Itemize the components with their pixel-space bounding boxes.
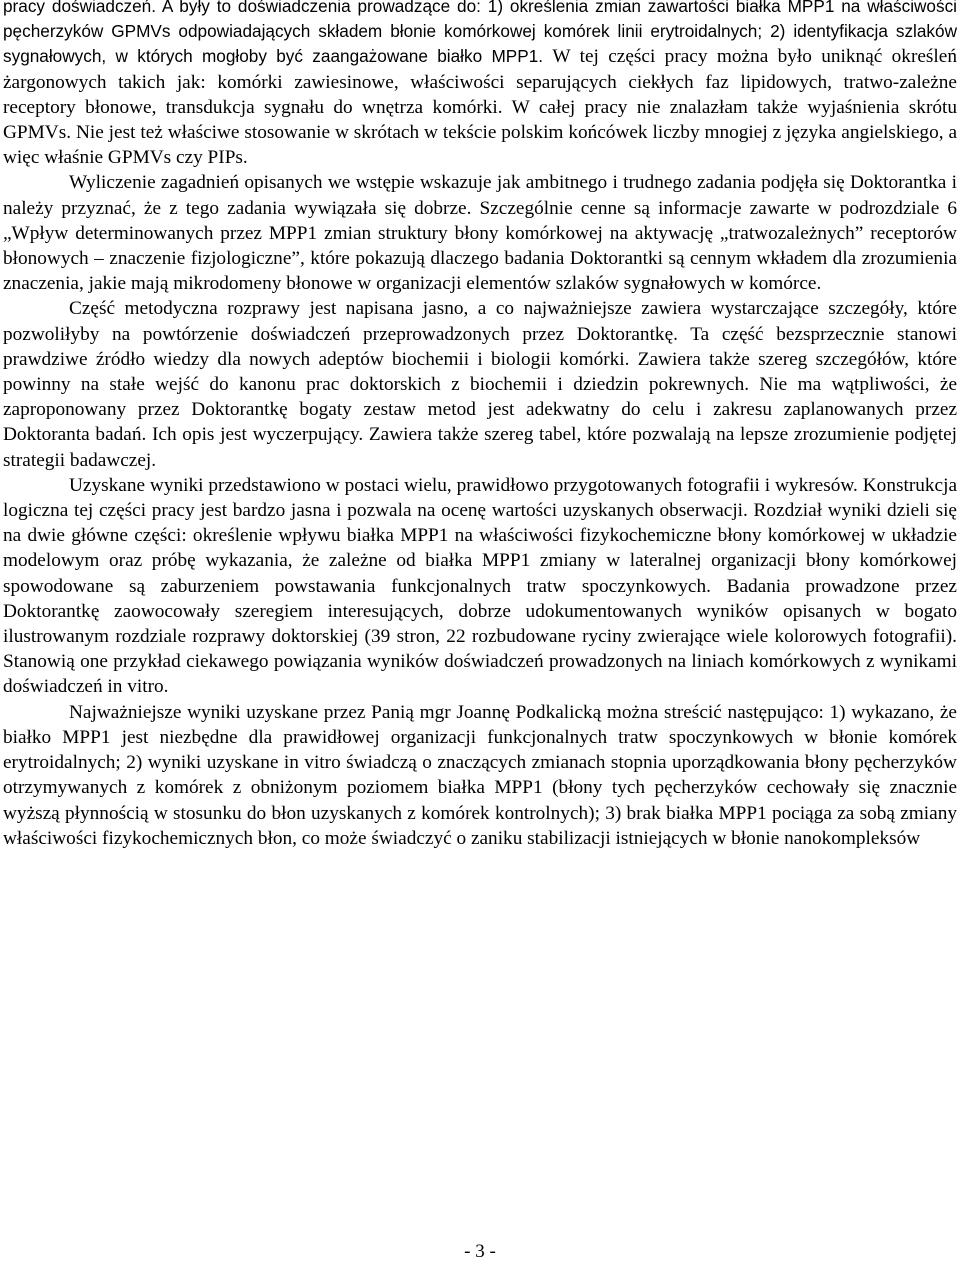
paragraph-1-serif-text: W tej części pracy można było uniknąć określeń żargonowych takich jak: komórki zawiesinowe, właściwości separujących ciekłych faz lipidowych, tratwo-zależne receptory błonowe, transdukcja sygnału do wnętrza komórki. W całej pracy nie znalazłam także wyjaśnienia skrótu GPMVs. Nie jest też właściwe stosowanie w skrótach w tekście polskim końcówek liczby mnogiej z języka angielskiego, a więc właśnie GPMVs czy PIPs.	[3, 46, 957, 169]
document-page	[3, 0, 957, 851]
paragraph-5: Najważniejsze wyniki uzyskane przez Panią mgr Joannę Podkalicką można streścić następująco: 1) wykazano, że białko MPP1 jest niezbędne dla prawidłowej organizacji funkcjonalnych tratw spoczynkowych w błonie komórek erytroidalnych; 2) wyniki uzyskane in vitro świadczą o znaczących zmianach stopnia uporządkowania błony pęcherzyków otrzymywanych z komórek z obniżonym poziomem białka MPP1 (błony tych pęcherzyków cechowały się znacznie wyższą płynnością w stosunku do błon uzyskanych z komórek kontrolnych); 3) brak białka MPP1 pociąga za sobą zmiany właściwości fizykochemicznych błon, co może świadczyć o zaniku stabilizacji istniejących w błonie nanokompleksów	[3, 701, 957, 849]
paragraph-3: Część metodyczna rozprawy jest napisana jasno, a co najważniejsze zawiera wystarczające szczegóły, które pozwoliłyby na powtórzenie doświadczeń przeprowadzonych przez Doktorantkę. Ta część bezsprzecznie stanowi prawdziwe źródło wiedzy dla nowych adeptów biochemii i biologii komórki. Zawiera także szereg szczegółów, które powinny na stałe wejść do kanonu prac doktorskich z biochemii i dziedzin pokrewnych. Nie ma wątpliwości, że zaproponowany przez Doktorantkę bogaty zestaw metod jest adekwatny do celu i zakresu zaplanowanych przez Doktoranta badań. Ich opis jest wyczerpujący. Zawiera także szereg tabel, które pozwalają na lepsze zrozumienie podjętej strategii badawczej.	[3, 298, 957, 471]
page-number: - 3 -	[464, 1241, 496, 1262]
paragraph-1	[3, 0, 957, 170]
paragraph-2: Wyliczenie zagadnień opisanych we wstępie wskazuje jak ambitnego i trudnego zadania podjęła się Doktorantka i należy przyznać, że z tego zadania wywiązała się dobrze. Szczególnie cenne są informacje zawarte w podrozdziale 6 „Wpływ determinowanych przez MPP1 zmian struktury błony komórkowej na aktywację „tratwozależnych” receptorów błonowych – znaczenie fizjologiczne”, które pokazują dlaczego badania Doktorantki są cennym wkładem dla zrozumienia znaczenia, jakie mają mikrodomeny błonowe w organizacji elementów szlaków sygnałowych w komórce.	[3, 172, 957, 295]
paragraph-4: Uzyskane wyniki przedstawiono w postaci wielu, prawidłowo przygotowanych fotografii i wykresów. Konstrukcja logiczna tej części pracy jest bardzo jasna i pozwala na ocenę wartości uzyskanych obserwacji. Rozdział wyniki dzieli się na dwie główne części: określenie wpływu białka MPP1 na właściwości fizykochemiczne błony komórkowej w układzie modelowym oraz próbę wykazania, że zależne od białka MPP1 zmiany w lateralnej organizacji błony komórkowej spowodowane są zaburzeniem powstawania funkcjonalnych tratw spoczynkowych. Badania prowadzone przez Doktorantkę zaowocowały szeregiem interesujących, dobrze udokumentowanych wyników opisanych w bogato ilustrowanym rozdziale rozprawy doktorskiej (39 stron, 22 rozbudowane ryciny zwierające wiele kolorowych fotografii). Stanowią one przykład ciekawego powiązania wyników doświadczeń prowadzonych na liniach komórkowych z wynikami doświadczeń in vitro.	[3, 474, 957, 698]
paragraph-1-sans-text: pracy doświadczeń. A były to doświadczenia prowadzące do: 1) określenia zmian zawartości białka MPP1 na właściwości pęcherzyków GPMVs odpowiadających składem błonie komórkowej komórek linii erytroidalnych; 2) identyfikacja szlaków sygnałowych, w których mogłoby być zaangażowane białko MPP1.	[3, 0, 957, 67]
